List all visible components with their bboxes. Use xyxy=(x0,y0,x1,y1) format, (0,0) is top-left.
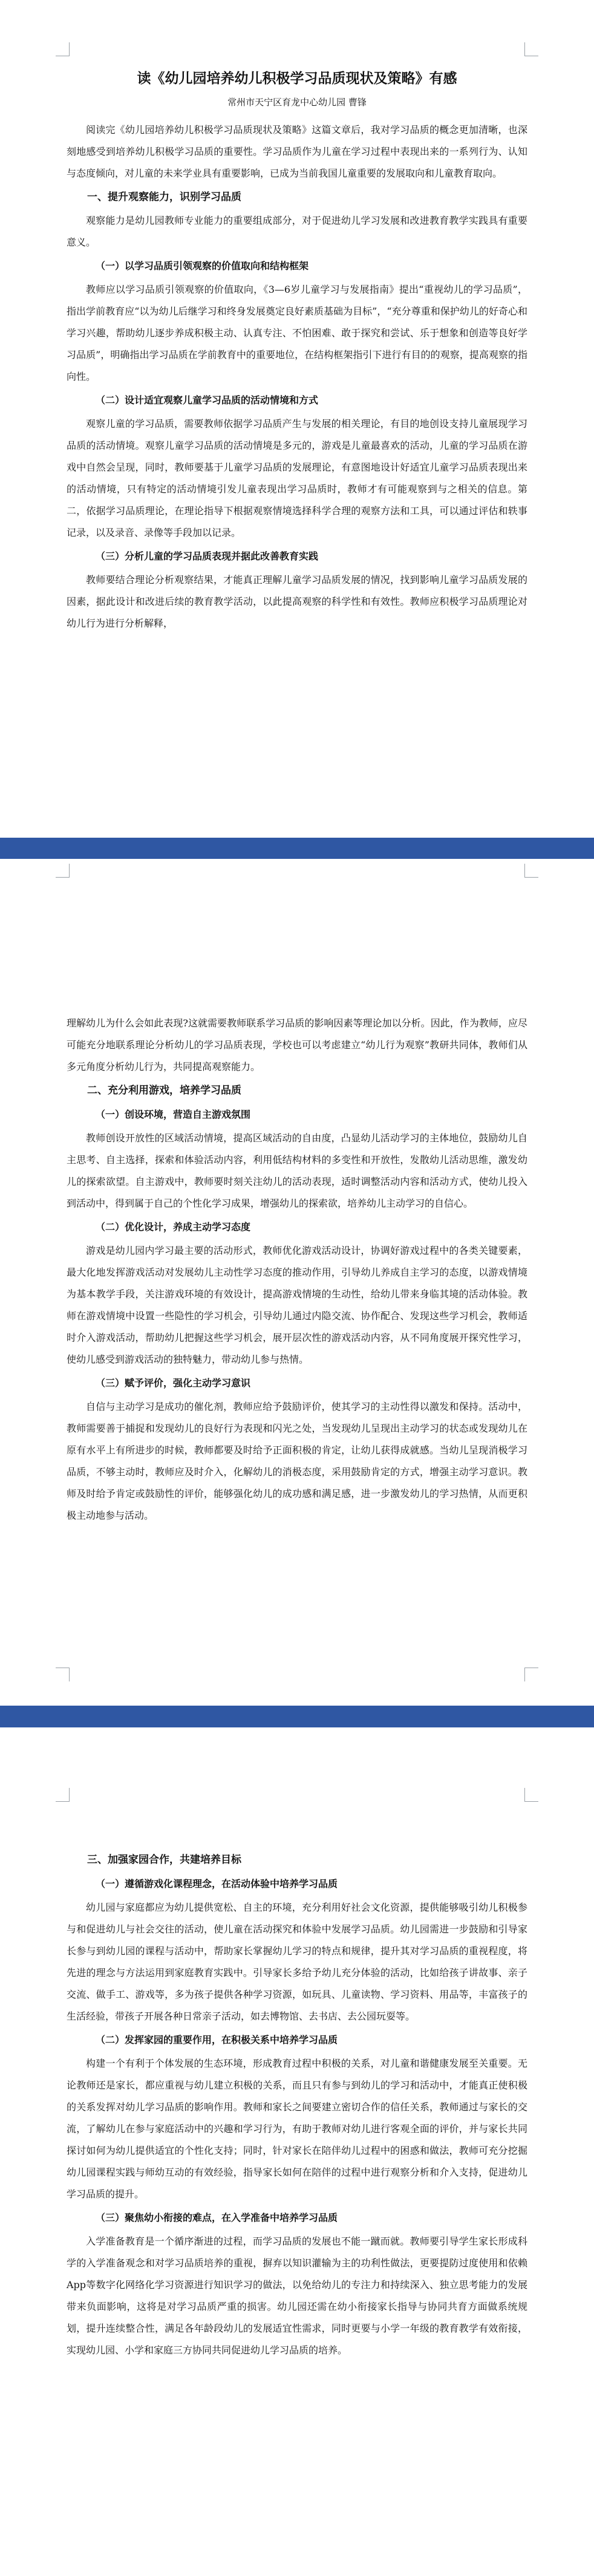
page-1-body xyxy=(67,119,527,634)
subsection-heading: （二）设计适宜观察儿童学习品质的活动情境和方式 xyxy=(96,394,319,406)
page-corner-mark xyxy=(524,42,538,56)
body-paragraph: 自信与主动学习是成功的催化剂，教师应给予鼓励评价，使其学习的主动性得以激发和保持。活动中，教师需要善于捕捉和发现幼儿的良好行为表现和闪光之处，当发现幼儿呈现出主动学习的状态或发现幼儿在原有水平上有所进步的时候，教师都要及时给予正面积极的肯定，让幼儿获得成就感。当幼儿呈现消极学习品质，不够主动时，教师应及时介入，化解幼儿的消极态度，采用鼓励肯定的方式，增强主动学习意识。教师及时给予肯定或鼓励性的评价，能够强化幼儿的成功感和满足感，进一步激发幼儿的学习热情，从而更积极主动地参与活动。 xyxy=(67,1401,527,1521)
subsection-heading: （二）优化设计，养成主动学习态度 xyxy=(96,1221,251,1233)
body-paragraph: 理解幼儿为什么会如此表现?这就需要教师联系学习品质的影响因素等理论加以分析。因此，作为教师，应尽可能充分地联系理论分析幼儿的学习品质表现，学校也可以考虑建立“幼儿行为观察”教研共同体，教师们从多元角度分析幼儿行为，共同提高观察能力。 xyxy=(67,1017,527,1072)
page-2-body xyxy=(67,1012,527,1527)
document-page-2 xyxy=(0,859,594,1706)
page-corner-mark xyxy=(56,42,70,56)
page-separator xyxy=(0,1706,594,1727)
page-corner-mark xyxy=(56,1788,70,1802)
body-paragraph: 观察能力是幼儿园教师专业能力的重要组成部分，对于促进幼儿学习发展和改进教育教学实践具有重要意义。 xyxy=(67,214,527,248)
subsection-heading: （三）聚焦幼小衔接的难点，在入学准备中培养学习品质 xyxy=(96,2212,338,2223)
subsection-heading: （一）以学习品质引领观察的价值取向和结构框架 xyxy=(96,259,309,272)
section-heading: 一、提升观察能力，识别学习品质 xyxy=(87,191,241,203)
page-corner-mark xyxy=(524,1668,538,1681)
document-page-1 xyxy=(0,0,594,838)
subsection-heading: （一）遵循游戏化课程理念，在活动体验中培养学习品质 xyxy=(96,1878,338,1890)
section-heading: 三、加强家园合作，共建培养目标 xyxy=(87,1854,241,1866)
page-corner-mark xyxy=(56,864,70,878)
author-line: 常州市天宁区育龙中心幼儿园 曹锋 xyxy=(227,96,367,108)
subsection-heading: （二）发挥家园的重要作用，在积极关系中培养学习品质 xyxy=(96,2034,338,2046)
section-heading: 二、充分利用游戏，培养学习品质 xyxy=(87,1084,241,1097)
body-paragraph: 观察儿童的学习品质，需要教师依据学习品质产生与发展的相关理论，有目的地创设支持儿童展现学习品质的活动情境。观察儿童学习品质的活动情境是多元的，游戏是儿童最喜欢的活动，儿童的学习品质在游戏中自然会呈现，同时，教师要基于儿童学习品质的发展理论，有意图地设计好适宜儿童学习品质表现出来的活动情境，只有特定的活动情境引发儿童表现出学习品质时，教师才有可能观察到与之相关的信息。第二，依据学习品质理论，在理论指导下根据观察情境选择科学合理的观察方法和工具，可以通过评估和轶事记录，以及录音、录像等手段加以记录。 xyxy=(67,417,527,538)
body-paragraph: 教师要结合理论分析观察结果，才能真正理解儿童学习品质发展的情况，找到影响儿童学习品质发展的因素，据此设计和改进后续的教育教学活动，以此提高观察的科学性和有效性。教师应积极学习品质理论对幼儿行为进行分析解释， xyxy=(67,573,527,629)
page-corner-mark xyxy=(524,864,538,878)
body-paragraph: 游戏是幼儿园内学习最主要的活动形式，教师优化游戏活动设计，协调好游戏过程中的各类关键要素，最大化地发挥游戏活动对发展幼儿主动性学习态度的推动作用，引导幼儿养成自主学习的态度，以游戏情境为基本教学手段，关注游戏环境的有效设计，提高游戏情境的生动性，给幼儿带来身临其境的活动体验。教师在游戏情境中设置一些隐性的学习机会，引导幼儿通过内隐交流、协作配合、发现这些学习机会，教师适时介入游戏活动，帮助幼儿把握这些学习机会，展开层次性的游戏活动内容，从不同角度展开探究性学习，使幼儿感受到游戏活动的独特魅力，带动幼儿参与热情。 xyxy=(67,1245,527,1365)
body-paragraph: 教师创设开放性的区域活动情境，提高区域活动的自由度，凸显幼儿活动学习的主体地位，鼓励幼儿自主思考、自主选择，探索和体验活动内容，利用低结构材料的多变性和开放性，发散幼儿活动思维，激发幼儿的探索欲望。自主游戏中，教师要时刻关注幼儿的活动表现，适时调整活动内容和活动方式，使幼儿投入到活动中，得到属于自己的个性化学习成果，增强幼儿的探索欲，培养幼儿主动学习的自信心。 xyxy=(67,1132,527,1209)
page-corner-mark xyxy=(524,1788,538,1802)
body-paragraph: 构建一个有利于个体发展的生态环境，形成教育过程中积极的关系，对儿童和谐健康发展至关重要。无论教师还是家长，都应重视与幼儿建立积极的关系，而且只有参与到幼儿的学习和活动中，才能真正使积极的关系发挥对幼儿学习品质的影响作用。教师和家长之间要建立密切合作的信任关系，教师通过与家长的交流，了解幼儿在参与家庭活动中的兴趣和学习行为，有助于教师对幼儿进行客观全面的评价，并与家长共同探讨如何为幼儿提供适宜的个性化支持；同时，针对家长在陪伴幼儿过程中的困惑和做法，教师可充分挖掘幼儿园课程实践与师幼互动的有效经验，指导家长如何在陪伴的过程中进行观察分析和介入支持，促进幼儿学习品质的提升。 xyxy=(67,2058,527,2200)
body-paragraph: 幼儿园与家庭都应为幼儿提供宽松、自主的环境，充分利用好社会文化资源，提供能够吸引幼儿积极参与和促进幼儿与社会交往的活动，使儿童在活动探究和体验中发展学习品质。幼儿园需进一步鼓励和引导家长参与到幼儿园的课程与活动中，帮助家长掌握幼儿学习的特点和规律，提升其对学习品质的重视程度，将先进的理念与方法运用到家庭教育实践中。引导家长多给予幼儿充分体验的活动，比如给孩子讲故事、亲子交流、做手工、游戏等，多为孩子提供各种学习资源，如玩具、儿童读物、学习资料、用品等，丰富孩子的生活经验，带孩子开展各种日常亲子活动，如去博物馆、去书店、去公园玩耍等。 xyxy=(67,1902,527,2022)
page-separator xyxy=(0,838,594,859)
document-page-3 xyxy=(0,1727,594,2576)
subsection-heading: （三）赋予评价，强化主动学习意识 xyxy=(96,1377,251,1389)
body-paragraph: 阅读完《幼儿园培养幼儿积极学习品质现状及策略》这篇文章后，我对学习品质的概念更加清晰，也深刻地感受到培养幼儿积极学习品质的重要性。学习品质作为儿童在学习过程中表现出来的一系列行为、认知与态度倾向，对儿童的未来学业具有重要影响，已成为当前我国儿童重要的发展取向和儿童教育取向。 xyxy=(67,123,527,179)
subsection-heading: （一）创设环境，营造自主游戏氛围 xyxy=(96,1109,251,1120)
body-paragraph: 教师应以学习品质引领观察的价值取向，《3—6岁儿童学习与发展指南》提出“重视幼儿的学习品质”，指出学前教育应“以为幼儿后继学习和终身发展奠定良好素质基础为目标”，“充分尊重和保护幼儿的好奇心和学习兴趣，帮助幼儿逐步养成积极主动、认真专注、不怕困难、敢于探究和尝试、乐于想象和创造等良好学习品质”，明确指出学习品质在学前教育中的重要地位，在结构框架指引下进行有目的的观察，提高观察的指向性。 xyxy=(67,283,527,382)
page-3-body xyxy=(67,1848,527,2361)
body-paragraph: 入学准备教育是一个循序渐进的过程，而学习品质的发展也不能一蹴而就。教师要引导学生家长形成科学的入学准备观念和对学习品质培养的重视，摒弃以知识灌输为主的功利性做法，更要提防过度使用和依赖App等数字化网络化学习资源进行知识学习的做法，以免给幼儿的专注力和持续深入、独立思考能力的发展带来负面影响，这将是对学习品质严重的损害。幼儿园还需在幼小衔接家长指导与协同共育方面做系统规划，提升连续整合性，满足各年龄段幼儿的发展适宜性需求，同时更要与小学一年级的教育教学有效衔接，实现幼儿园、小学和家庭三方协同共同促进幼儿学习品质的培养。 xyxy=(67,2235,527,2356)
subsection-heading: （三）分析儿童的学习品质表现并据此改善教育实践 xyxy=(96,550,319,562)
page-corner-mark xyxy=(56,1668,70,1681)
document-title: 读《幼儿园培养幼儿积极学习品质现状及策略》有感 xyxy=(137,70,457,86)
